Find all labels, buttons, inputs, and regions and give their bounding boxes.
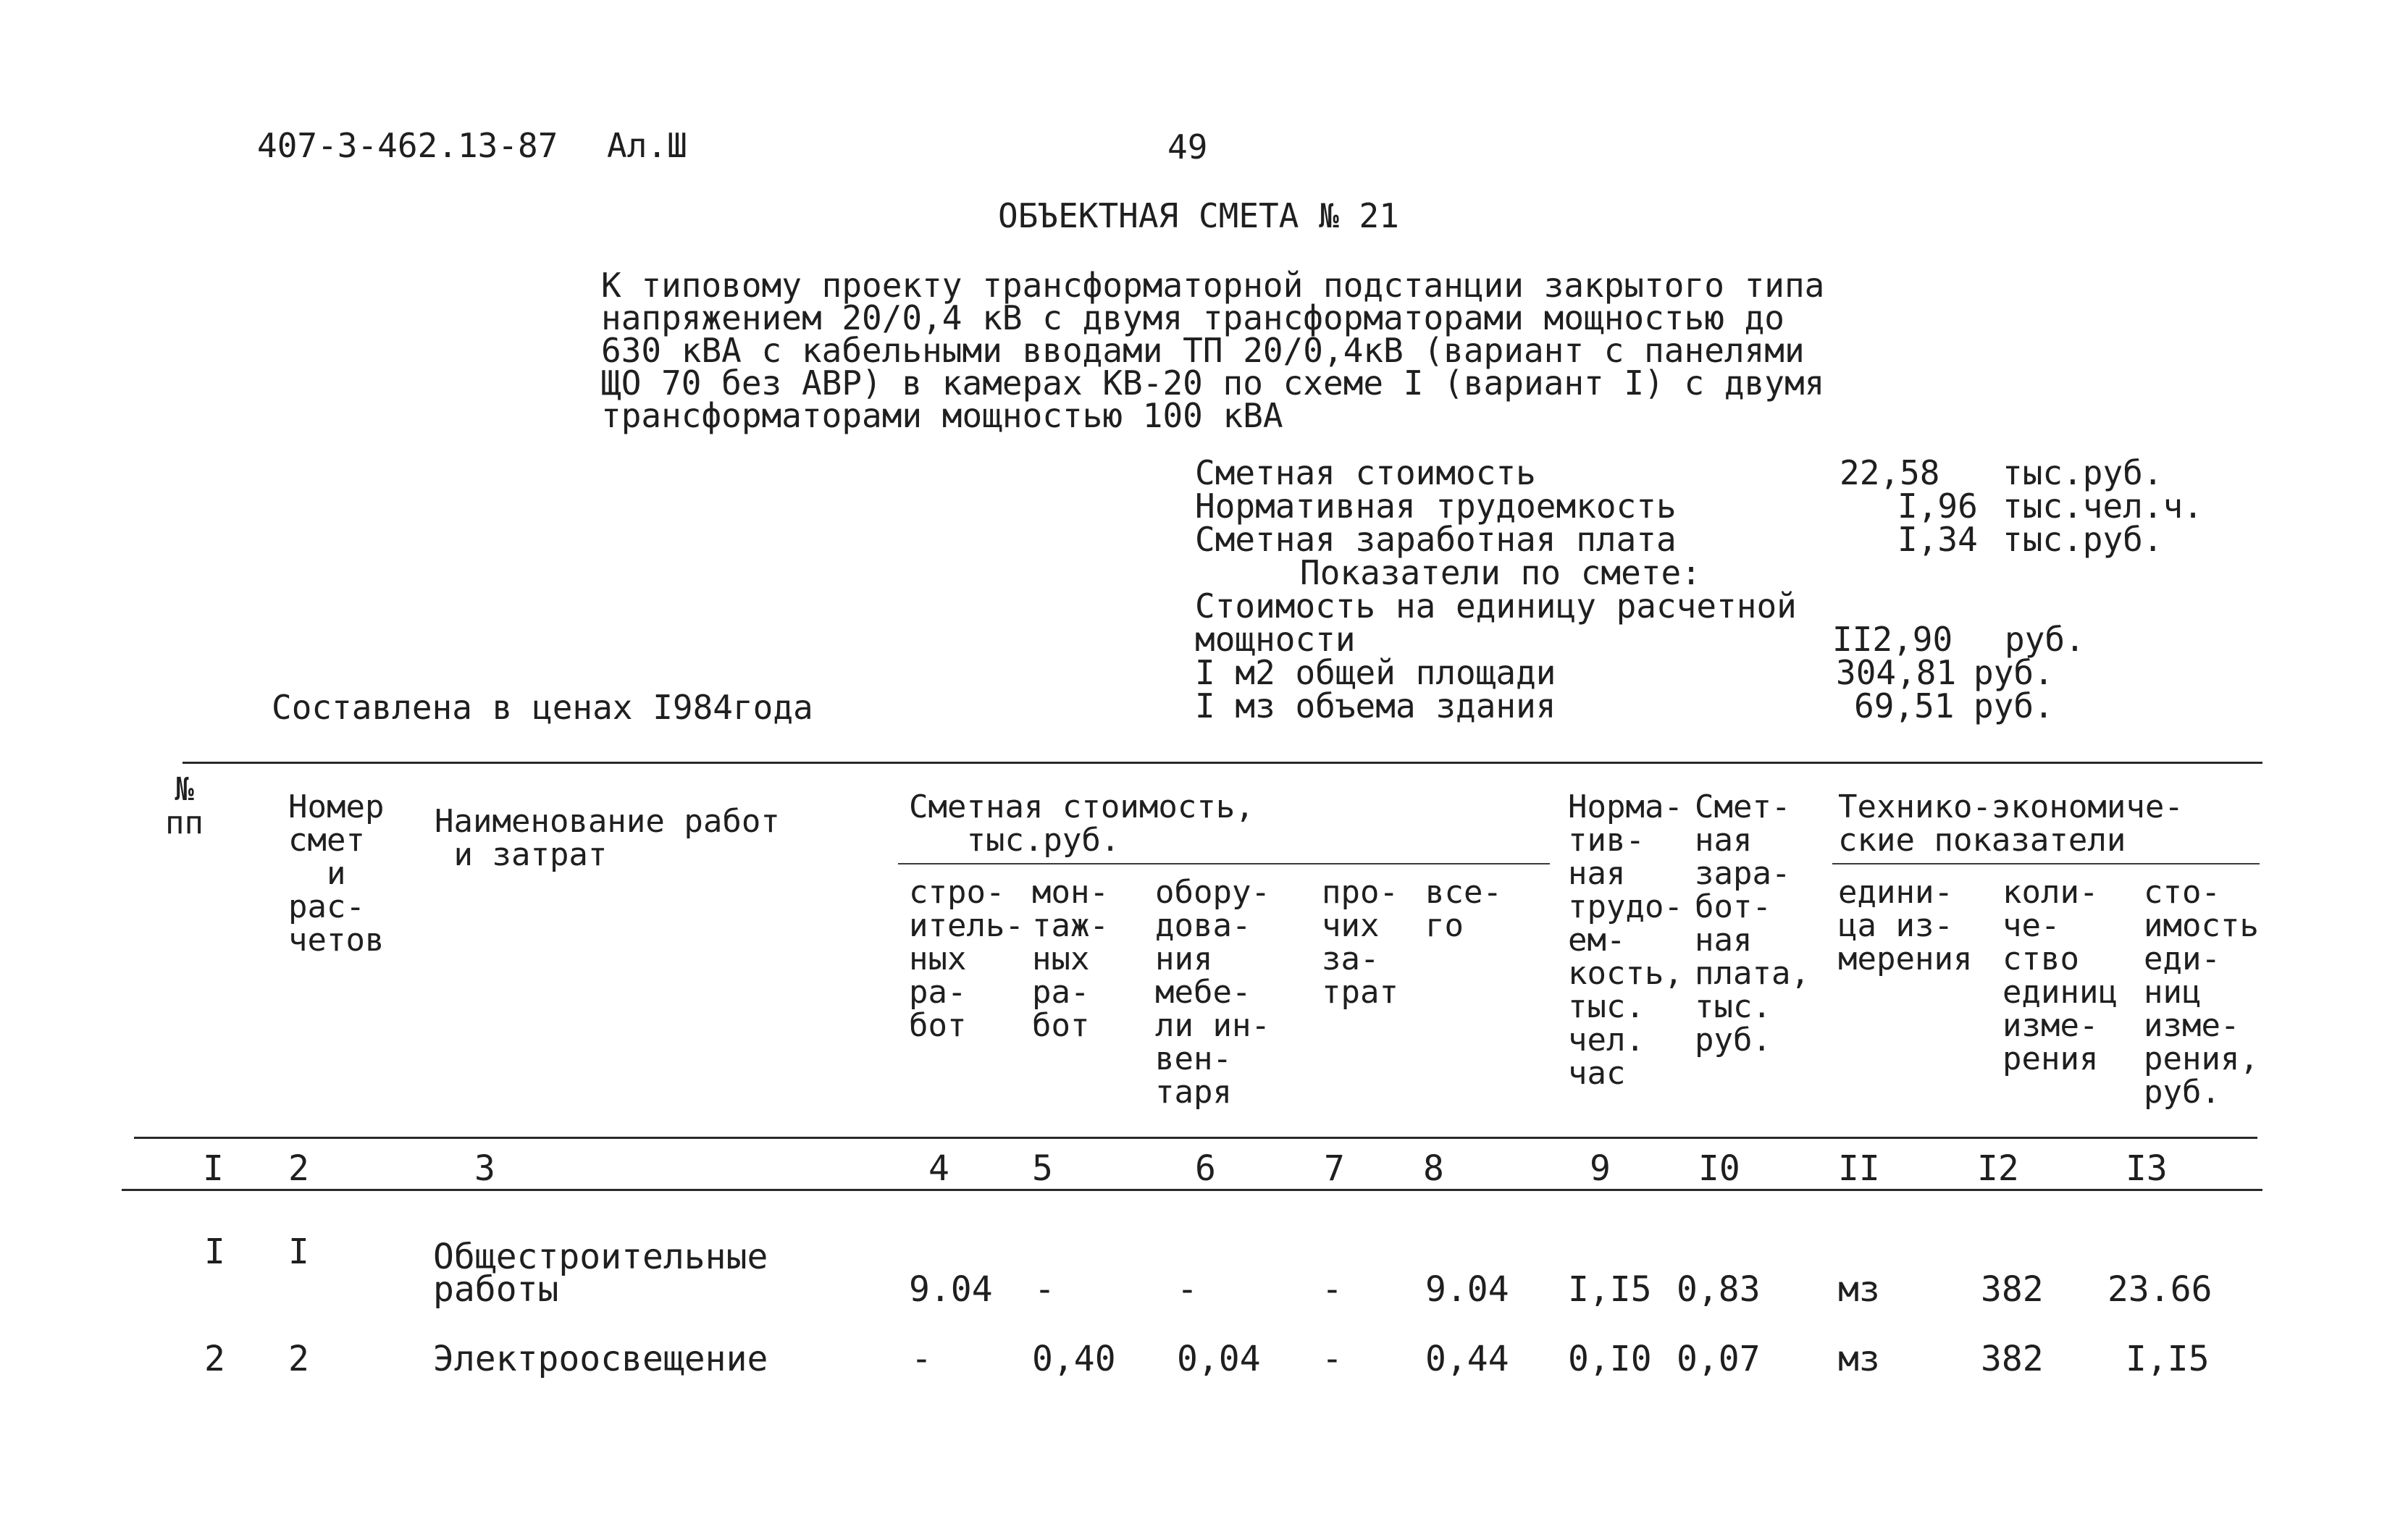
volume-unit: руб. [1974,686,2054,725]
unit-power-label: Стоимость на единицу расчетной [1195,586,1797,626]
labor-intensity-unit: тыс.чел.ч. [2002,487,2203,526]
column-number: 7 [1324,1148,1345,1189]
document-code: 407-3-462.13-87 [257,126,558,165]
unit-power-label-cont: мощности [1195,620,1356,659]
estimate-number: I [288,1232,309,1272]
labor-value: 0,I0 [1568,1339,1652,1379]
column-number: I [203,1148,224,1189]
row-number: I [204,1232,225,1272]
work-name: Электроосвещение [433,1339,768,1379]
header-tech-group: Технико-экономиче- ские показатели [1838,788,2184,859]
project-description [601,266,1890,435]
equipment-cost: - [1177,1269,1198,1310]
album-number: Ал.Ш [607,126,687,165]
installation-cost: - [1034,1269,1055,1310]
quantity-value: 382 [1981,1339,2044,1379]
column-number: 2 [288,1148,309,1189]
column-number: 5 [1032,1148,1053,1189]
unit-value: мз [1838,1269,1880,1310]
prices-note: Составлена в ценах I984года [272,688,813,727]
wage-fund-value: I,34 [1897,520,1978,559]
unit-cost-value: I,I5 [2126,1339,2210,1379]
page-number: 49 [1167,127,1208,167]
header-wages: Смет- ная зара- бот- ная плата, тыс. руб. [1695,788,1810,1059]
wage-fund-label: Сметная заработная плата [1195,520,1677,559]
estimated-cost-value: 22,58 [1840,453,1940,492]
description-line: К типовому проекту трансформаторной подстанции закрытого типа [601,266,1825,305]
column-number: I3 [2126,1148,2168,1189]
wage-fund-unit: тыс.руб. [2002,520,2163,559]
header-installation-works: мон- таж- ных ра- бот [1032,874,1109,1044]
description-line: напряжением 20/0,4 кВ с двумя трансформаторами мощностью до [601,298,1784,337]
table-top-rule [183,762,2262,764]
other-cost: - [1322,1339,1343,1379]
unit-cost-value: 23.66 [2107,1269,2212,1310]
total-cost: 0,44 [1425,1339,1509,1379]
column-number: 3 [474,1148,495,1189]
area-unit: руб. [1974,653,2054,692]
document-title: ОБЪЕКТНАЯ СМЕТА № 21 [998,196,1399,235]
equipment-cost: 0,04 [1177,1339,1261,1379]
work-name: Общестроительные [433,1237,768,1277]
estimated-cost-unit: тыс.руб. [2002,453,2163,492]
unit-power-value: II2,90 [1832,620,1953,659]
column-number: 6 [1195,1148,1216,1189]
volume-label: I мз объема здания [1195,686,1556,725]
column-number: 8 [1423,1148,1444,1189]
estimate-number: 2 [288,1339,309,1379]
work-name-cont: работы [433,1269,559,1310]
labor-intensity-label: Нормативная трудоемкость [1195,487,1677,526]
volume-value: 69,51 [1854,686,1955,725]
header-unit: едини- ца из- мерения [1838,874,1973,977]
cost-group-underline [898,863,1550,864]
unit-power-unit: руб. [2005,620,2085,659]
column-number: II [1838,1148,1880,1189]
header-equipment: обору- дова- ния мебе- ли ин- вен- таря [1155,874,1270,1111]
header-construction-works: стро- итель- ных ра- бот [909,874,1024,1044]
header-row-number: № пп [165,771,204,841]
description-line: трансформаторами мощностью 100 кВА [601,396,1283,435]
tech-group-underline [1832,863,2260,864]
column-number: I2 [1977,1148,2019,1189]
header-bottom-rule [134,1137,2257,1139]
column-numbers-rule [122,1189,2262,1191]
header-labor-intensity: Норма- тив- ная трудо- ем- кость, тыс. чел. час [1568,788,1683,1092]
description-line: ЩО 70 без АВР) в камерах КВ-20 по схеме I (вариант I) с двумя [601,363,1825,403]
quantity-value: 382 [1981,1269,2044,1310]
area-value: 304,81 [1836,653,1957,692]
wages-value: 0,07 [1677,1339,1761,1379]
construction-cost: - [911,1339,932,1379]
header-other-costs: про- чих за- трат [1322,874,1398,1011]
installation-cost: 0,40 [1032,1339,1116,1379]
header-estimate-number: Номер смет и рас- четов [288,788,385,959]
header-unit-cost: сто- имость еди- ниц изме- рения, руб. [2144,874,2259,1111]
estimated-cost-label: Сметная стоимость [1195,453,1536,492]
total-cost: 9.04 [1425,1269,1509,1310]
header-quantity: коли- че- ство единиц изме- рения [2002,874,2118,1077]
column-number: 4 [928,1148,949,1189]
header-work-name: Наименование работ и затрат [435,803,780,873]
row-number: 2 [204,1339,225,1379]
column-number: 9 [1590,1148,1611,1189]
labor-value: I,I5 [1568,1269,1652,1310]
column-number: I0 [1698,1148,1740,1189]
other-cost: - [1322,1269,1343,1310]
indicators-heading: Показатели по смете: [1300,553,1701,592]
labor-intensity-value: I,96 [1897,487,1978,526]
unit-value: мз [1838,1339,1880,1379]
header-total: все- го [1425,874,1502,944]
header-cost-group: Сметная стоимость, тыс.руб. [909,788,1254,859]
area-label: I м2 общей площади [1195,653,1556,692]
wages-value: 0,83 [1677,1269,1761,1310]
construction-cost: 9.04 [909,1269,993,1310]
description-line: 630 кВА с кабельными вводами ТП 20/0,4кВ (вариант с панелями [601,331,1805,370]
